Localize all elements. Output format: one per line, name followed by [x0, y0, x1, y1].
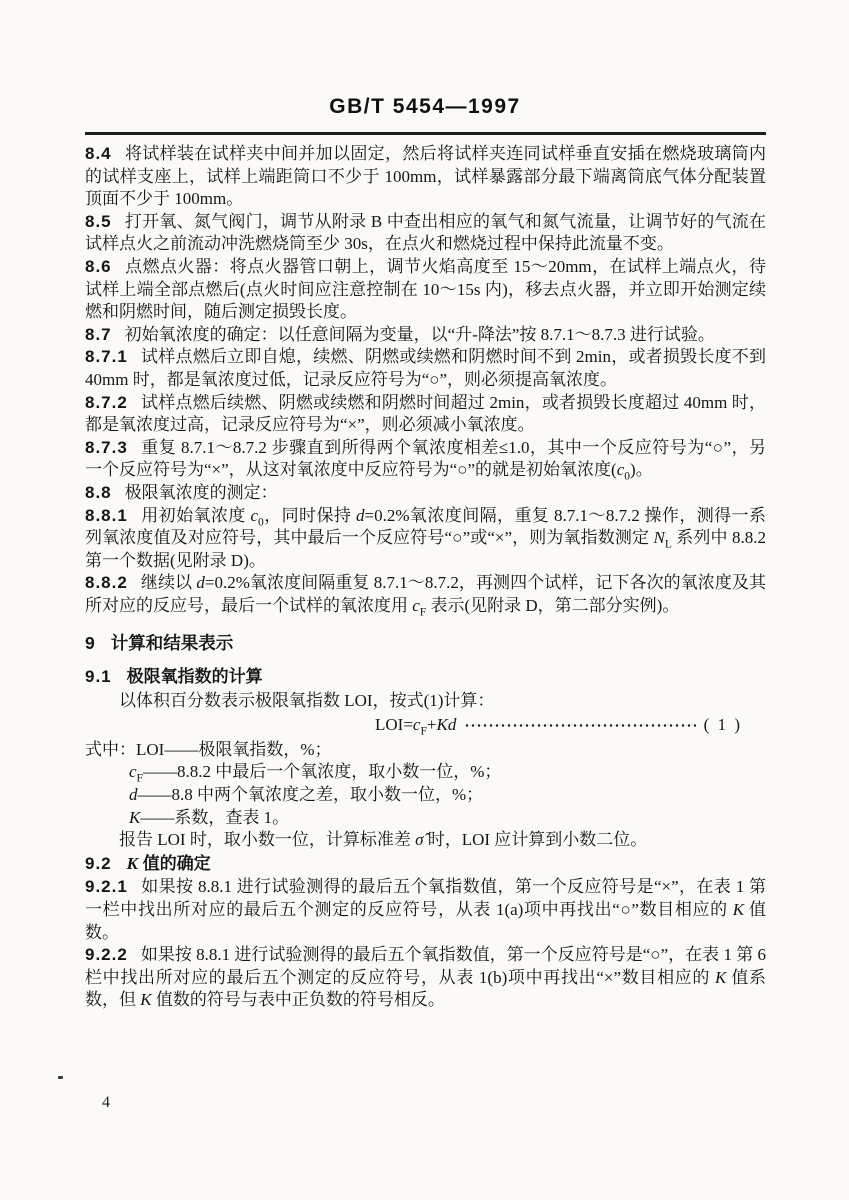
clause-number: 9.2.1: [85, 877, 128, 897]
clause-8-7: [85, 324, 766, 347]
equation-number: ( 1 ): [703, 715, 742, 735]
section-9-2-heading: [85, 853, 766, 876]
clause-8-8: [85, 482, 766, 505]
clause-text: 继续以 d=0.2%氧浓度间隔重复 8.7.1～8.7.2，再测四个试样，记下各次的氧浓度及其所对应的反应号，最后一个试样的氧浓度用 $c_F$ 表示(见附录 D，第二部分实例)。: [85, 573, 767, 619]
clause-number: 8.7.3: [85, 437, 128, 457]
clause-number: 8.7.2: [85, 392, 128, 412]
clause-9-2-2: [85, 944, 766, 1012]
clause-text: 重复 8.7.1～8.7.2 步骤直到所得两个氧浓度相差≤1.0，其中一个反应符号为“○”，另一个反应符号为“×”，从这对氧浓度中反应符号为“○”的就是初始氧浓度$(c_0)$。: [85, 437, 766, 483]
equation-expression: $LOI=c_F+Kd$: [375, 715, 457, 738]
clause-8-7-1: [85, 346, 766, 391]
clause-text: 点燃点火器：将点火器管口朝上，调节火焰高度至 15～20mm，在试样上端点火，待试样上端全部点燃后(点火时间应注意控制在 10～15s 内)，移去点火器，并立即开始测定续燃和阴燃时间，随后测定损毁长度。: [85, 256, 766, 322]
clause-number: 8.4: [85, 144, 112, 163]
where-clause: 式中：LOI——极限氧指数，%；: [85, 739, 332, 759]
definition-d: d——8.8 中两个氧浓度之差，取小数一位，%；: [129, 785, 484, 805]
standard-number-header: GB/T 5454—1997: [329, 95, 521, 118]
section-number: 9.1: [85, 667, 112, 687]
definition-k: K——系数，查表 1。: [129, 807, 290, 827]
clause-8-8-2: [85, 572, 766, 617]
section-title: 极限氧指数的计算: [126, 667, 263, 687]
page-number: 4: [102, 1094, 110, 1111]
formula-intro-text: 以体积百分数表示极限氧指数 LOI，按式(1)计算：: [119, 690, 495, 710]
clause-number: 8.6: [85, 256, 112, 276]
clause-text: 将试样装在试样夹中间并加以固定，然后将试样夹连同试样垂直安插在燃烧玻璃筒内的试样支座上，试样上端距筒口不少于 100mm，试样暴露部分最下端离筒底气体分配装置顶面不少于 100mm。: [85, 144, 766, 209]
section-title: K 值的确定: [126, 853, 211, 873]
clause-8-6: [85, 256, 766, 324]
equation-1: [375, 714, 766, 737]
clause-text: 如果按 8.8.1 进行试验测得的最后五个氧指数值，第一个反应符号是“×”，在表 1 第一栏中找出所对应的最后五个测定的反应符号，从表 1(a)项中再找出“○”数目相应的 K 值数。: [85, 877, 766, 942]
clause-text: 如果按 8.8.1 进行试验测得的最后五个氧指数值，第一个反应符号是“○”，在表 1 第 6 栏中找出所对应的最后五个测定的反应符号，从表 1(b)项中再找出“×”数目相应的 K 值系数，但 K 值数的符号与表中正负数的符号相反。: [85, 945, 767, 1010]
clause-text: 极限氧浓度的测定：: [124, 482, 278, 502]
clause-number: 8.5: [85, 211, 112, 231]
clause-8-8-1: [85, 505, 766, 573]
section-number: 9: [85, 633, 96, 654]
clause-number: 8.7: [85, 324, 112, 344]
header-rule: [85, 132, 766, 135]
clause-number: 8.8.2: [85, 573, 128, 593]
clause-8-7-2: [85, 392, 766, 437]
clause-text: 试样点燃后续燃、阴燃或续燃和阴燃时间超过 2min，或者损毁长度超过 40mm 时，都是氧浓度过高，记录反应符号为“×”，则必须减小氧浓度。: [85, 392, 766, 435]
clause-8-5: [85, 211, 766, 256]
clause-number: 9.2.2: [85, 945, 128, 965]
clause-number: 8.8.1: [85, 505, 128, 525]
clause-text: 初始氧浓度的确定：以任意间隔为变量，以“升-降法”按 8.7.1～8.7.3 进行试验。: [124, 324, 715, 344]
clause-9-2-1: [85, 876, 766, 944]
definition-cf: $c_F——8.8.2$ 中最后一个氧浓度，取小数一位，%；: [129, 762, 502, 785]
report-note-text: 报告 LOI 时，取小数一位，计算标准差 σ̂ 时，LOI 应计算到小数二位。: [119, 830, 648, 850]
clause-text: 用初始氧浓度 $c_0$，同时保持 d=0.2%氧浓度间隔，重复 8.7.1～8.7.2 操作，测得一系列氧浓度值及对应符号，其中最后一个反应符号“○”或“×”，则为氧指数测定 $N_L$ 系列中 8.8.2 第一个数据(见附录 D)。: [85, 505, 767, 570]
section-number: 9.2: [85, 853, 112, 873]
section-title: 计算和结果表示: [110, 633, 234, 654]
clause-8-4: [85, 143, 766, 211]
clause-8-7-3: [85, 437, 766, 482]
section-9-heading: [85, 632, 766, 655]
clause-text: 打开氧、氮气阀门，调节从附录 B 中查出相应的氧气和氮气流量，让调节好的气流在试样点火之前流动冲洗燃烧筒至少 30s，在点火和燃烧过程中保持此流量不变。: [85, 211, 766, 254]
clause-number: 8.8: [85, 482, 112, 502]
clause-number: 8.7.1: [85, 347, 128, 367]
ink-speck: [58, 1076, 63, 1079]
section-9-1-heading: [85, 666, 766, 689]
dot-leader: [464, 724, 695, 727]
document-body: [85, 143, 766, 1012]
clause-text: 试样点燃后立即自熄，续燃、阴燃或续燃和阴燃时间不到 2min，或者损毁长度不到 40mm 时，都是氧浓度过低，记录反应符号为“○”，则必须提高氧浓度。: [85, 347, 766, 389]
